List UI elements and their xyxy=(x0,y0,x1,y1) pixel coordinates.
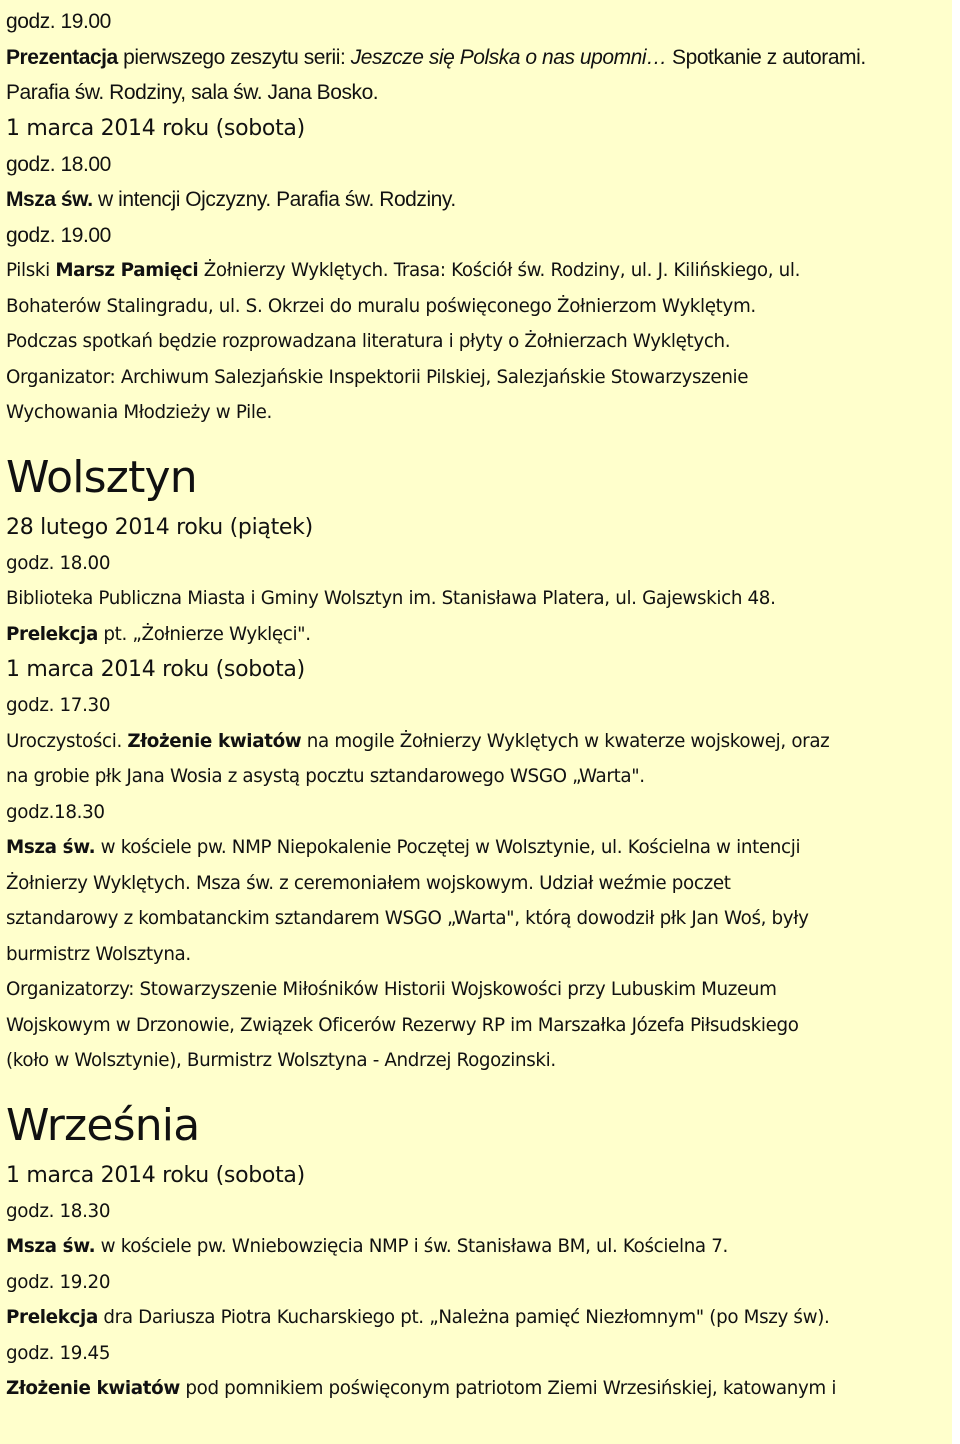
paragraph-line: Uroczystości. Złożenie kwiatów na mogile Żołnierzy Wyklętych w kwaterze wojskowej, oraz xyxy=(6,730,830,752)
paragraph-line: (koło w Wolsztynie), Burmistrz Wolsztyna - Andrzej Rogozinski. xyxy=(6,1050,556,1071)
paragraph-line: Organizator: Archiwum Salezjańskie Inspektorii Pilskiej, Salezjańskie Stowarzyszenie xyxy=(6,366,749,388)
paragraph-line: Wychowania Młodzieży w Pile. xyxy=(6,402,272,423)
paragraph-line: Wojskowym w Drzonowie, Związek Oficerów Rezerwy RP im Marszałka Józefa Piłsudskiego xyxy=(6,1014,799,1036)
bold-term: Prelekcja xyxy=(6,1307,98,1328)
paragraph-line: sztandarowy z kombatanckim sztandarem WSGO „Warta", którą dowodził płk Jan Woś, były xyxy=(6,908,809,929)
date-heading: 1 marca 2014 roku (sobota) xyxy=(6,115,305,141)
bold-term: Złożenie kwiatów xyxy=(6,1378,180,1399)
paragraph-line: Bohaterów Stalingradu, ul. S. Okrzei do muralu poświęconego Żołnierzom Wyklętym. xyxy=(6,295,756,317)
bold-term: Prezentacja xyxy=(6,45,118,69)
date-heading: 28 lutego 2014 roku (piątek) xyxy=(6,514,313,540)
paragraph-line: Msza św. w kościele pw. Wniebowzięcia NMP i św. Stanisława BM, ul. Kościelna 7. xyxy=(6,1236,728,1257)
paragraph-line: Żołnierzy Wyklętych. Msza św. z ceremoniałem wojskowym. Udział weźmie poczet xyxy=(6,872,731,894)
paragraph-line: Biblioteka Publiczna Miasta i Gminy Wolsztyn im. Stanisława Platera, ul. Gajewskich 48. xyxy=(6,588,776,609)
bold-term: Msza św. xyxy=(6,1236,96,1257)
paragraph-line: Prezentacja pierwszego zeszytu serii: Jeszcze się Polska o nas upomni… Spotkanie z autorami. xyxy=(6,45,866,69)
time-line: godz. 19.20 xyxy=(6,1271,111,1293)
paragraph-line: Podczas spotkań będzie rozprowadzana literatura i płyty o Żołnierzach Wyklętych. xyxy=(6,331,731,352)
paragraph-line: Pilski Marsz Pamięci Żołnierzy Wyklętych. Trasa: Kościół św. Rodziny, ul. J. Kilińskiego, ul. xyxy=(6,260,801,281)
time-line: godz. 18.30 xyxy=(6,1200,111,1222)
time-line: godz. 18.00 xyxy=(6,152,111,176)
paragraph-line: Złożenie kwiatów pod pomnikiem poświęconym patriotom Ziemi Wrzesińskiej, katowanym i xyxy=(6,1378,837,1399)
paragraph-line: Msza św. w intencji Ojczyzny. Parafia św. Rodziny. xyxy=(6,188,456,211)
bold-term: Msza św. xyxy=(6,188,93,211)
series-title: Jeszcze się Polska o nas upomni… xyxy=(350,45,667,69)
time-line: godz. 18.00 xyxy=(6,552,111,574)
paragraph-line: Parafia św. Rodziny, sala św. Jana Bosko. xyxy=(6,81,379,104)
time-line: godz.18.30 xyxy=(6,801,105,823)
time-line: godz. 19.00 xyxy=(6,223,111,247)
paragraph-line: Organizatorzy: Stowarzyszenie Miłośników Historii Wojskowości przy Lubuskim Muzeum xyxy=(6,979,777,1000)
time-line: godz. 19.45 xyxy=(6,1342,111,1364)
date-heading: 1 marca 2014 roku (sobota) xyxy=(6,1162,305,1188)
paragraph-line: Msza św. w kościele pw. NMP Niepokalenie Poczętej w Wolsztynie, ul. Kościelna w intencji xyxy=(6,837,801,858)
paragraph-line: Prelekcja dra Dariusza Piotra Kucharskiego pt. „Należna pamięć Niezłomnym" (po Mszy św). xyxy=(6,1307,830,1328)
paragraph-line: burmistrz Wolsztyna. xyxy=(6,943,191,965)
bold-term: Marsz Pamięci xyxy=(55,260,199,281)
bold-term: Prelekcja xyxy=(6,623,98,645)
time-line: godz. 17.30 xyxy=(6,695,111,716)
city-heading: Wolsztyn xyxy=(6,451,197,503)
city-heading: Września xyxy=(6,1099,200,1151)
date-heading: 1 marca 2014 roku (sobota) xyxy=(6,657,305,682)
bold-term: Msza św. xyxy=(6,837,96,858)
time-line: godz. 19.00 xyxy=(6,10,111,33)
paragraph-line: na grobie płk Jana Wosia z asystą pocztu sztandarowego WSGO „Warta". xyxy=(6,766,645,787)
bold-term: Złożenie kwiatów xyxy=(127,730,302,752)
paragraph-line: Prelekcja pt. „Żołnierze Wyklęci". xyxy=(6,623,311,645)
